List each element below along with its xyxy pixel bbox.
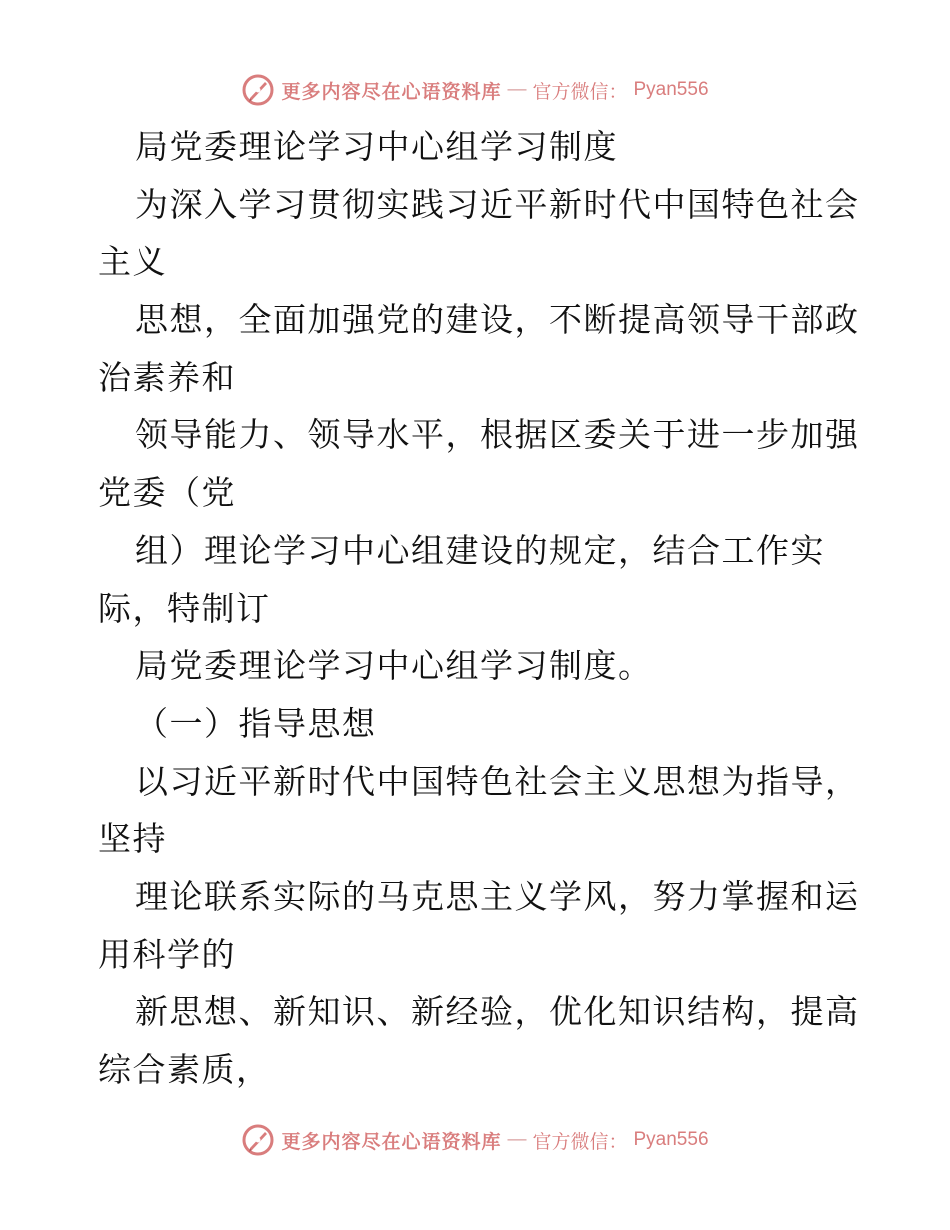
watermark-wechat-id: Pyan556 (633, 1129, 709, 1150)
watermark-wechat-label: 官方微信： (532, 1130, 628, 1153)
watermark-group (241, 1123, 708, 1157)
doc-line: 局党委理论学习中心组学习制度。 (135, 646, 653, 686)
doc-line: 组）理论学习中心组建设的规定，结合工作实 (135, 530, 825, 570)
watermark-site-text: 更多内容尽在心语资料库 (281, 80, 502, 103)
watermark-site-text: 更多内容尽在心语资料库 (281, 1130, 502, 1153)
doc-line: 党委（党 (98, 473, 236, 513)
watermark-wechat-id: Pyan556 (633, 79, 709, 100)
doc-line: （一）指导思想 (135, 703, 377, 743)
doc-line: 局党委理论学习中心组学习制度 (135, 127, 618, 166)
doc-line: 坚持 (98, 819, 167, 859)
footer-watermark (0, 1120, 950, 1160)
doc-line: 理论联系实际的马克思主义学风，努力掌握和运 (135, 876, 860, 916)
quill-pen-icon (241, 1123, 275, 1157)
document-body (98, 118, 858, 1099)
doc-line: 主义 (98, 242, 167, 282)
watermark-dash: — (507, 79, 527, 100)
doc-line: 新思想、新知识、新经验，优化知识结构，提高 (135, 992, 860, 1032)
quill-pen-icon (241, 73, 275, 107)
doc-line: 思想，全面加强党的建设，不断提高领导干部政 (135, 300, 860, 340)
watermark-group (241, 73, 708, 107)
doc-line: 综合素质， (98, 1050, 271, 1089)
doc-line: 领导能力、领导水平，根据区委关于进一步加强 (135, 415, 860, 455)
doc-line: 际，特制订 (98, 588, 271, 628)
watermark-wechat-label: 官方微信： (532, 80, 628, 103)
header-watermark (0, 70, 950, 110)
doc-line: 以习近平新时代中国特色社会主义思想为指导， (135, 761, 860, 801)
doc-line: 治素养和 (98, 357, 236, 397)
doc-line: 用科学的 (98, 934, 236, 974)
watermark-dash: — (507, 1129, 527, 1150)
doc-line: 为深入学习贯彻实践习近平新时代中国特色社会 (135, 184, 860, 224)
